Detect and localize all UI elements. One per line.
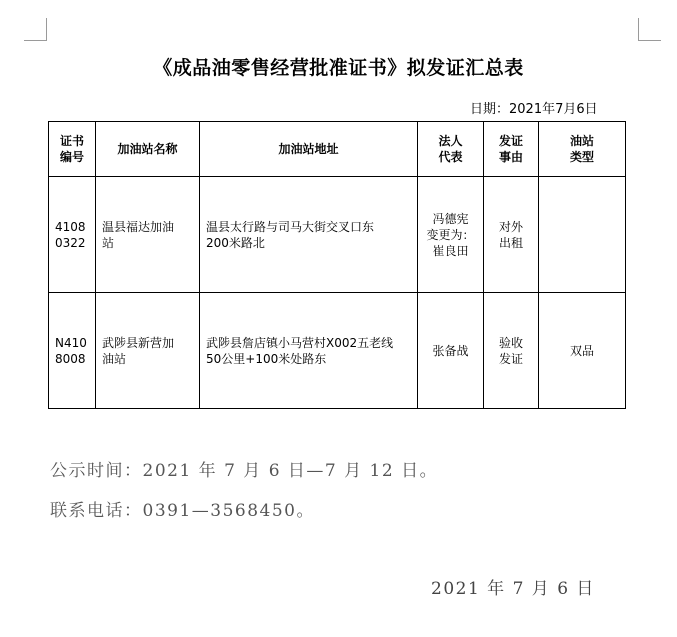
cell-station-address: 温县太行路与司马大街交叉口东 200米路北 [200, 177, 418, 293]
cell-issue-reason: 验收 发证 [484, 293, 539, 409]
cell-cert-no: N410 8008 [49, 293, 96, 409]
header-cert-no: 证书 编号 [49, 122, 96, 177]
cell-station-name: 温县福达加油 站 [96, 177, 200, 293]
cell-legal-rep: 张备战 [418, 293, 484, 409]
cell-station-type: 双品 [539, 293, 626, 409]
cell-legal-rep: 冯德宪 变更为： 崔良田 [418, 177, 484, 293]
header-station-address: 加油站地址 [200, 122, 418, 177]
cell-cert-no: 4108 0322 [49, 177, 96, 293]
contact-phone: 联系电话：0391—3568450。 [50, 501, 315, 521]
header-legal-rep: 法人 代表 [418, 122, 484, 177]
header-issue-reason: 发证 事由 [484, 122, 539, 177]
cell-station-name: 武陟县新营加 油站 [96, 293, 200, 409]
cell-station-address: 武陟县詹店镇小马营村X002五老线 50公里+100米处路东 [200, 293, 418, 409]
cell-issue-reason: 对外 出租 [484, 177, 539, 293]
table-header-row [49, 122, 626, 177]
summary-table [48, 121, 626, 409]
table-row [49, 177, 626, 293]
table-row [49, 293, 626, 409]
sign-date: 2021 年 7 月 6 日 [431, 579, 595, 599]
page-corner-mark-right [638, 18, 661, 41]
page-corner-mark-left [24, 18, 47, 41]
notice-period: 公示时间：2021 年 7 月 6 日—7 月 12 日。 [50, 461, 439, 481]
date-line: 日期：2021年7月6日 [470, 102, 598, 117]
header-station-type: 油站 类型 [539, 122, 626, 177]
cell-station-type [539, 177, 626, 293]
document-title: 《成品油零售经营批准证书》拟发证汇总表 [153, 57, 524, 79]
header-station-name: 加油站名称 [96, 122, 200, 177]
